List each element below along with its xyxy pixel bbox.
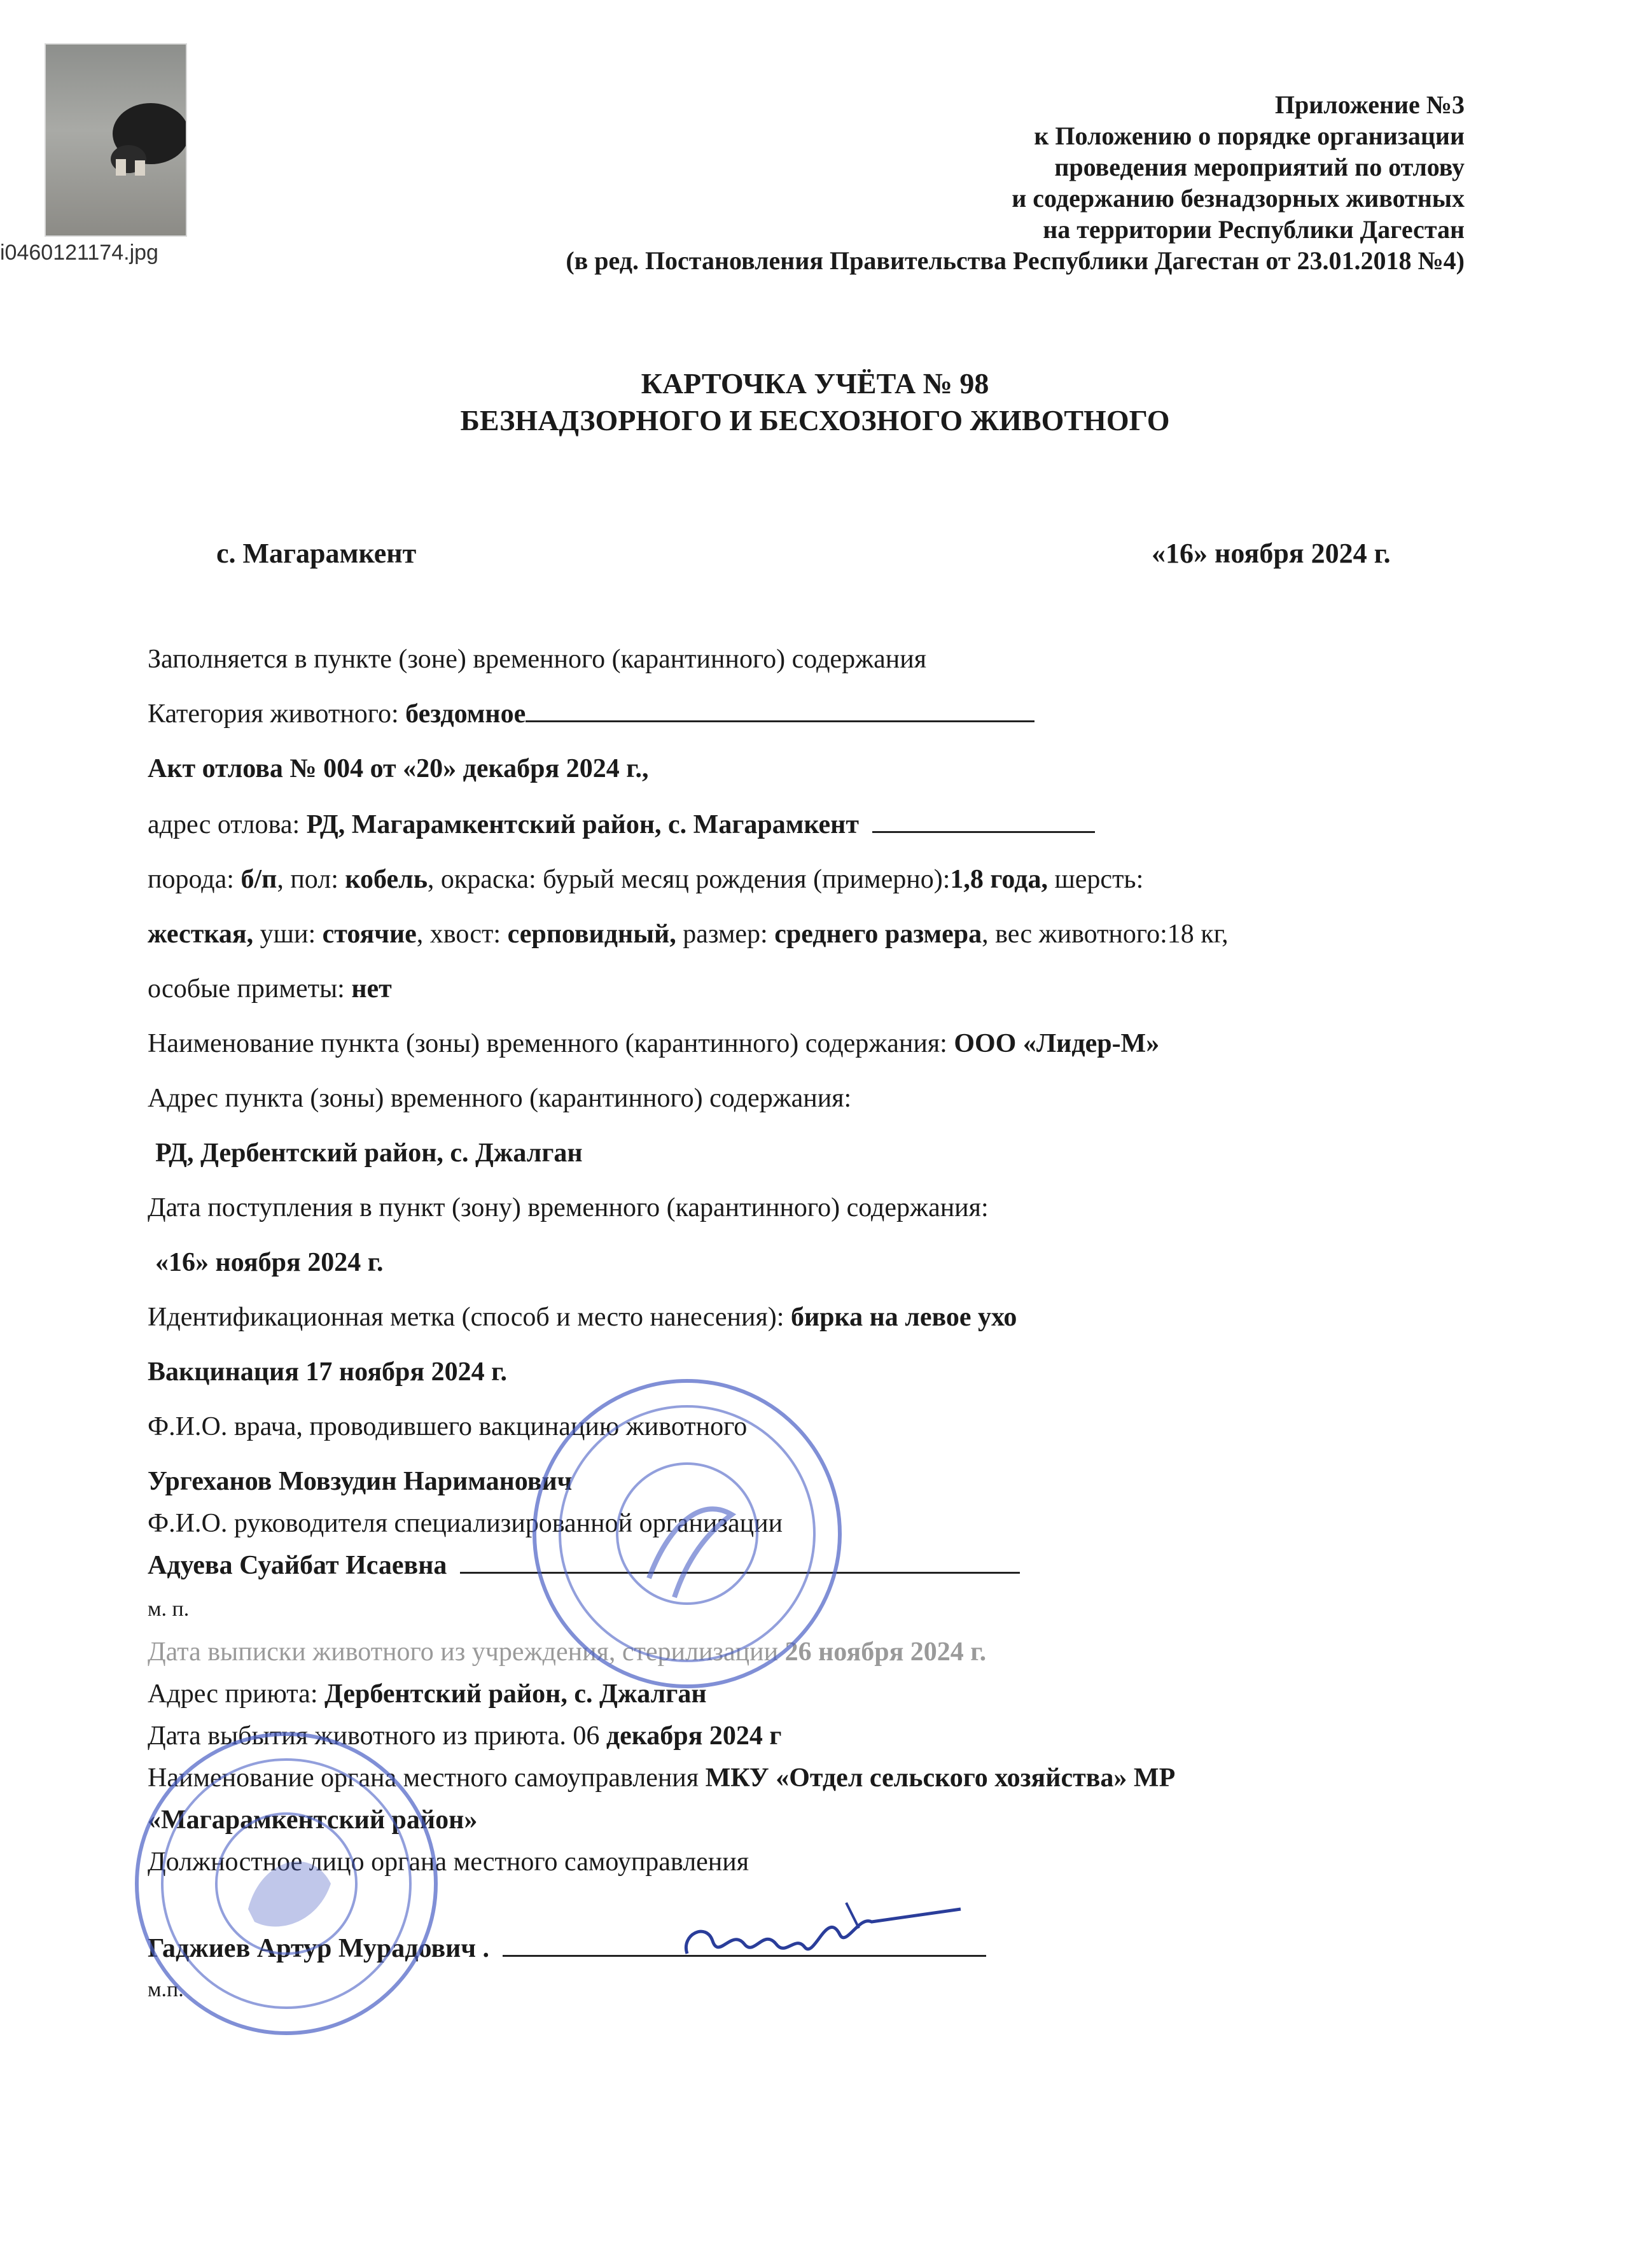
title-line-1: КАРТОЧКА УЧЁТА № 98 — [641, 367, 989, 400]
fur-label: шерсть: — [1047, 865, 1144, 894]
shelter-address-label: Адрес пункта (зоны) временного (карантинного) содержания: — [148, 1084, 852, 1113]
features-row — [148, 919, 1229, 949]
official-name: Гаджиев Артур Мурадович . — [148, 1934, 490, 1963]
weight-label: , вес животного:18 кг, — [982, 920, 1229, 949]
head-name: Адуева Суайбат Исаевна — [148, 1551, 447, 1580]
arrival-label: Дата поступления в пункт (зону) временного (карантинного) содержания: — [148, 1193, 989, 1222]
shelter-name-value: ООО «Лидер-М» — [954, 1029, 1160, 1058]
annex-line: Приложение №3 — [1274, 90, 1465, 119]
discharge-label: Дата выписки животного из учреждения, стерилизации — [148, 1637, 785, 1667]
category-value: бездомное — [405, 699, 526, 729]
document-date: «16» ноября 2024 г. — [1152, 538, 1391, 569]
authority-label: Наименование органа местного самоуправления — [148, 1763, 706, 1793]
animal-photo — [45, 43, 187, 237]
dog-image — [90, 89, 186, 178]
shelter-address-value: РД, Дербентский район, с. Джалган — [155, 1138, 583, 1168]
ears-label: уши: — [253, 920, 323, 949]
size-value: среднего размера — [774, 920, 982, 949]
breed-value: б/п — [240, 865, 277, 894]
shelter-name-row — [148, 1028, 1159, 1059]
category-row — [148, 699, 1034, 729]
sex-value: кобель — [345, 865, 428, 894]
authority-value: МКУ «Отдел сельского хозяйства» МР — [705, 1763, 1176, 1793]
head-label: Ф.И.О. руководителя специализированной организации — [148, 1509, 783, 1538]
id-tag-value: бирка на левое ухо — [790, 1303, 1017, 1332]
capture-address-label: адрес отлова: — [148, 810, 307, 839]
photo-filename: i0460121174.jpg — [0, 241, 158, 265]
authority-stamp — [127, 1718, 445, 2049]
fur-value: жесткая, — [148, 920, 254, 949]
leave-label: Дата выбытия животного из приюта. 06 — [148, 1721, 606, 1751]
organization-stamp — [522, 1368, 853, 1699]
tail-label: , хвост: — [416, 920, 508, 949]
fill-note: Заполняется в пункте (зоне) временного (карантинного) содержания — [148, 645, 927, 674]
annex-header — [256, 89, 1465, 276]
marks-label: особые приметы: — [148, 974, 352, 1004]
breed-label: порода: — [148, 865, 241, 894]
id-tag-label: Идентификационная метка (способ и место нанесения): — [148, 1303, 791, 1332]
stamp-place-1: м. п. — [148, 1597, 190, 1621]
capture-address-value: РД, Магарамкентский район, с. Магарамкент — [306, 810, 859, 839]
tail-value: серповидный, — [507, 920, 676, 949]
capture-address-row — [148, 809, 1095, 840]
annex-line: (в ред. Постановления Правительства Республики Дагестан от 23.01.2018 №4) — [566, 246, 1465, 275]
capture-act: Акт отлова № 004 от «20» декабря 2024 г., — [148, 754, 649, 783]
size-label: размер: — [676, 920, 775, 949]
vet-name: Ургеханов Мовзудин Нариманович — [148, 1467, 573, 1496]
vet-label: Ф.И.О. врача, проводившего вакцинацию животного — [148, 1412, 748, 1441]
official-label: Должностное лицо органа местного самоуправления — [148, 1847, 749, 1877]
discharge-value: 26 ноября 2024 г. — [784, 1637, 987, 1667]
breed-row — [148, 864, 1143, 895]
annex-line: и содержанию безнадзорных животных — [1012, 184, 1465, 213]
document-title — [0, 365, 1630, 439]
signature-image — [668, 1884, 973, 1985]
underline — [526, 720, 1034, 722]
arrival-value: «16» ноября 2024 г. — [155, 1248, 384, 1277]
stamp-place-2: м.п. — [148, 1978, 184, 2001]
authority-value-2: «Магарамкентский район» — [148, 1805, 478, 1835]
special-marks-row — [148, 974, 392, 1004]
sex-label: , пол: — [277, 865, 345, 894]
annex-line: проведения мероприятий по отлову — [1054, 153, 1465, 181]
age-value: 1,8 года, — [950, 865, 1048, 894]
color-label: , окраска: бурый месяц рождения (примерно): — [427, 865, 951, 894]
marks-value: нет — [351, 974, 392, 1004]
annex-line: к Положению о порядке организации — [1034, 122, 1465, 150]
annex-line: на территории Республики Дагестан — [1043, 215, 1465, 244]
shelter-label: Адрес приюта: — [148, 1679, 324, 1709]
vaccination: Вакцинация 17 ноября 2024 г. — [148, 1357, 507, 1387]
shelter-value: Дербентский район, с. Джалган — [324, 1679, 707, 1709]
title-line-2: БЕЗНАДЗОРНОГО И БЕСХОЗНОГО ЖИВОТНОГО — [460, 404, 1170, 437]
leave-value: декабря 2024 г — [606, 1721, 782, 1751]
underline — [872, 831, 1095, 833]
shelter-name-label: Наименование пункта (зоны) временного (карантинного) содержания: — [148, 1029, 954, 1058]
ears-value: стоячие — [322, 920, 417, 949]
id-tag-row — [148, 1302, 1017, 1333]
category-label: Категория животного: — [148, 699, 406, 729]
place: с. Магарамкент — [216, 538, 417, 569]
